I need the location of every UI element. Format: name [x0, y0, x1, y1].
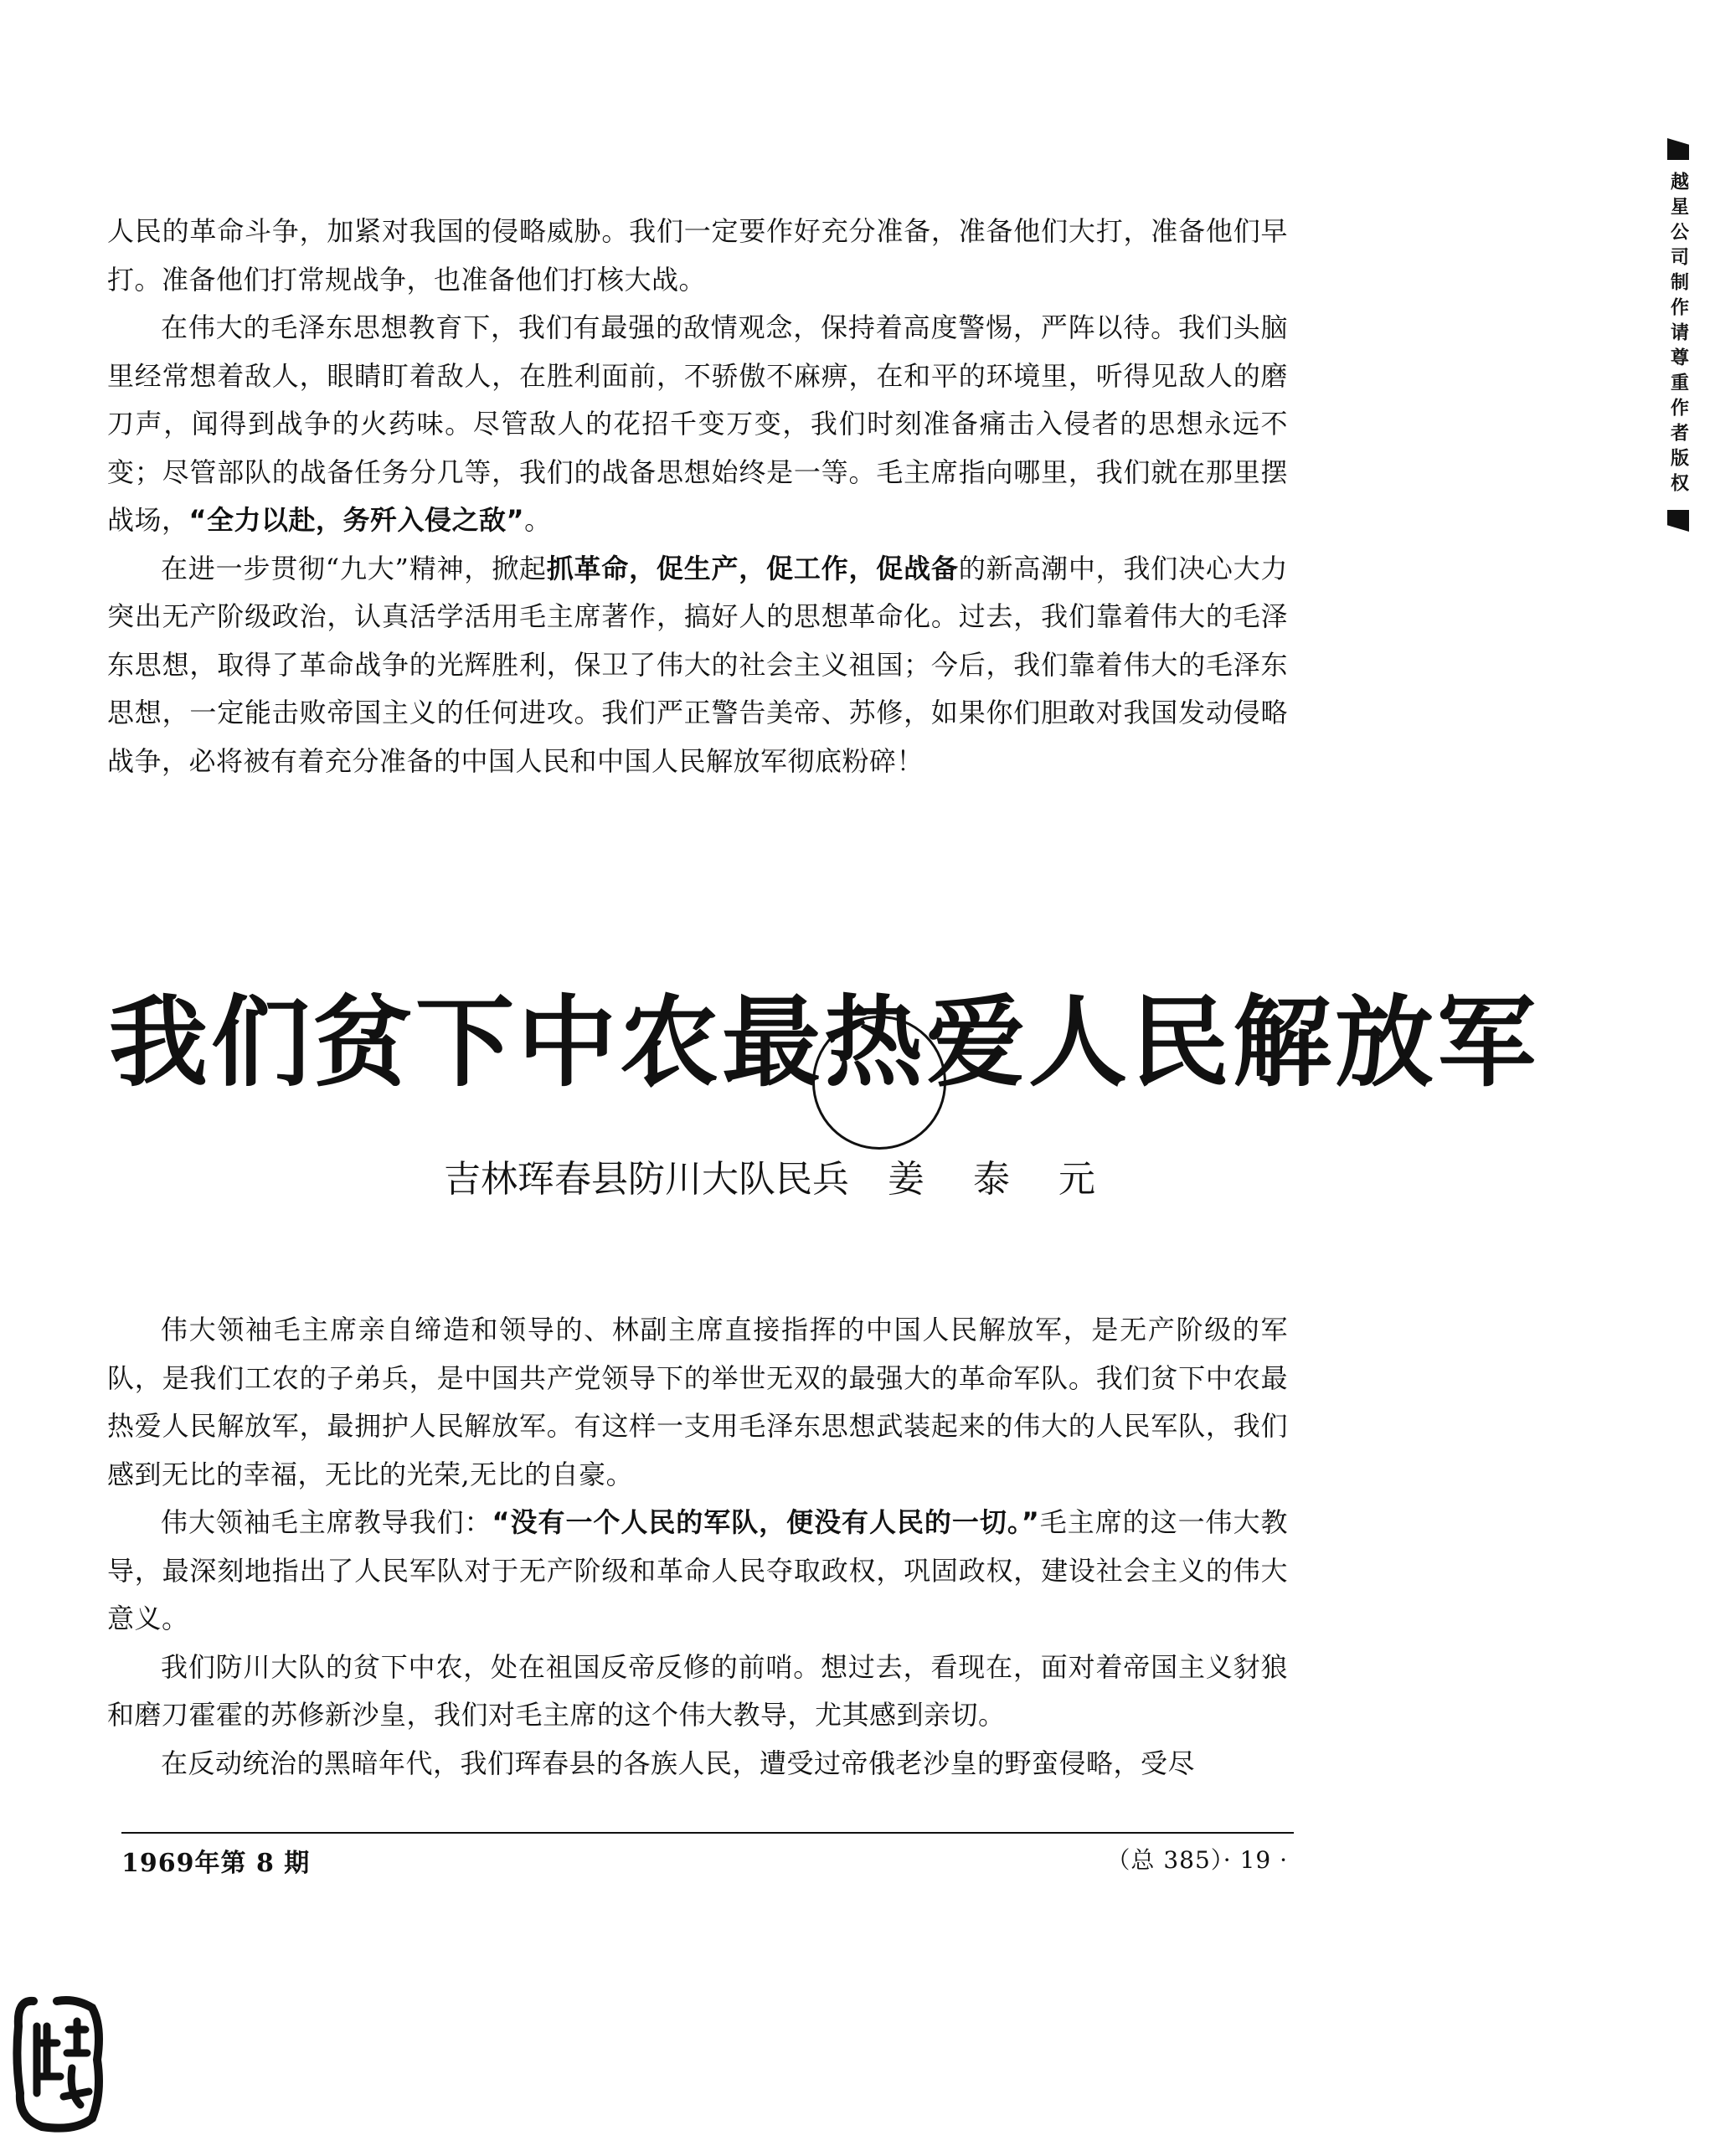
paragraph [107, 208, 1288, 304]
paragraph [107, 1644, 1288, 1740]
emphasis-text: 抓革命，促生产，促工作，促战备 [546, 552, 959, 584]
paragraph-text: 在反动统治的黑暗年代，我们珲春县的各族人民，遭受过帝俄老沙皇的野蛮侵略，受尽 [161, 1747, 1196, 1779]
page-number: （总 385）· 19 · [1106, 1846, 1288, 1874]
paragraph [107, 1740, 1288, 1788]
paragraph-text: 在伟大的毛泽东思想教育下，我们有最强的敌情观念，保持着高度警惕，严阵以待。我们头脑里经常想着敌人，眼睛盯着敌人，在胜利面前，不骄傲不麻痹，在和平的环境里，听得见敌人的磨刀声，闻得到战争的火药味。尽管敌人的花招千变万变，我们时刻准备痛击入侵者的思想永远不变；尽管部队的战备任务分几等，我们的战备思想始终是一等。毛主席指向哪里，我们就在那里摆战场， [107, 311, 1288, 536]
byline-name: 姜 泰 元 [888, 1158, 1114, 1201]
paragraph-text: 的新高潮中，我们决心大力突出无产阶级政治，认真活学活用毛主席著作，搞好人的思想革命化。过去，我们靠着伟大的毛泽东思想，取得了革命战争的光辉胜利，保卫了伟大的社会主义祖国；今后，我们靠着伟大的毛泽东思想，一定能击败帝国主义的任何进攻。我们严正警告美帝、苏修，如果你们胆敢对我国发动侵略战争，必将被有着充分准备的中国人民和中国人民解放军彻底粉碎！ [107, 552, 1288, 777]
article-title: 我们贫下中农最热爱人民解放军 [109, 985, 1540, 1100]
byline-org: 吉林珲春县防川大队民兵 [444, 1158, 849, 1201]
paragraph [107, 1306, 1288, 1499]
tab-marker-icon [1667, 510, 1689, 532]
paragraph-text: 人民的革命斗争，加紧对我国的侵略威胁。我们一定要作好充分准备，准备他们大打，准备他们早打。准备他们打常规战争，也准备他们打核大战。 [107, 215, 1288, 296]
byline [444, 1149, 1114, 1202]
paragraph-text: 伟大领袖毛主席教导我们： [161, 1506, 492, 1538]
circle-mark [812, 1016, 946, 1150]
paragraph-text: 在进一步贯彻“九大”精神，掀起 [161, 552, 547, 584]
issue-label: 1969年第 8 期 [121, 1849, 311, 1878]
tab-marker-icon [1667, 138, 1689, 160]
emphasis-text: “没有一个人民的军队，便没有人民的一切。” [492, 1506, 1040, 1538]
paragraph-text: 毛主席的这一伟大教导，最深刻地指出了人民军队对于无产阶级和革命人民夺取政权，巩固政权，建设社会主义的伟大意义。 [107, 1506, 1288, 1634]
paragraph [107, 304, 1288, 545]
paragraph-text: 。 [524, 504, 552, 536]
article1-body [107, 208, 1288, 785]
side-copyright-tab [1658, 138, 1698, 532]
footer-divider [121, 1832, 1294, 1834]
emphasis-text: “全力以赴，务歼入侵之敌” [188, 504, 525, 536]
side-copyright-text: 越星公司制作请尊重作者版权 [1667, 172, 1689, 498]
seal-stamp-icon [8, 1993, 107, 2135]
article2-body [107, 1306, 1288, 1788]
paragraph-text: 伟大领袖毛主席亲自缔造和领导的、林副主席直接指挥的中国人民解放军，是无产阶级的军队，是我们工农的子弟兵，是中国共产党领导下的举世无双的最强大的革命军队。我们贫下中农最热爱人民解放军，最拥护人民解放军。有这样一支用毛泽东思想武装起来的伟大的人民军队，我们感到无比的幸福，无比的光荣,无比的自豪。 [107, 1314, 1288, 1490]
paragraph [107, 1499, 1288, 1644]
paragraph-text: 我们防川大队的贫下中农，处在祖国反帝反修的前哨。想过去，看现在，面对着帝国主义豺狼和磨刀霍霍的苏修新沙皇，我们对毛主席的这个伟大教导，尤其感到亲切。 [107, 1650, 1288, 1731]
paragraph [107, 545, 1288, 786]
